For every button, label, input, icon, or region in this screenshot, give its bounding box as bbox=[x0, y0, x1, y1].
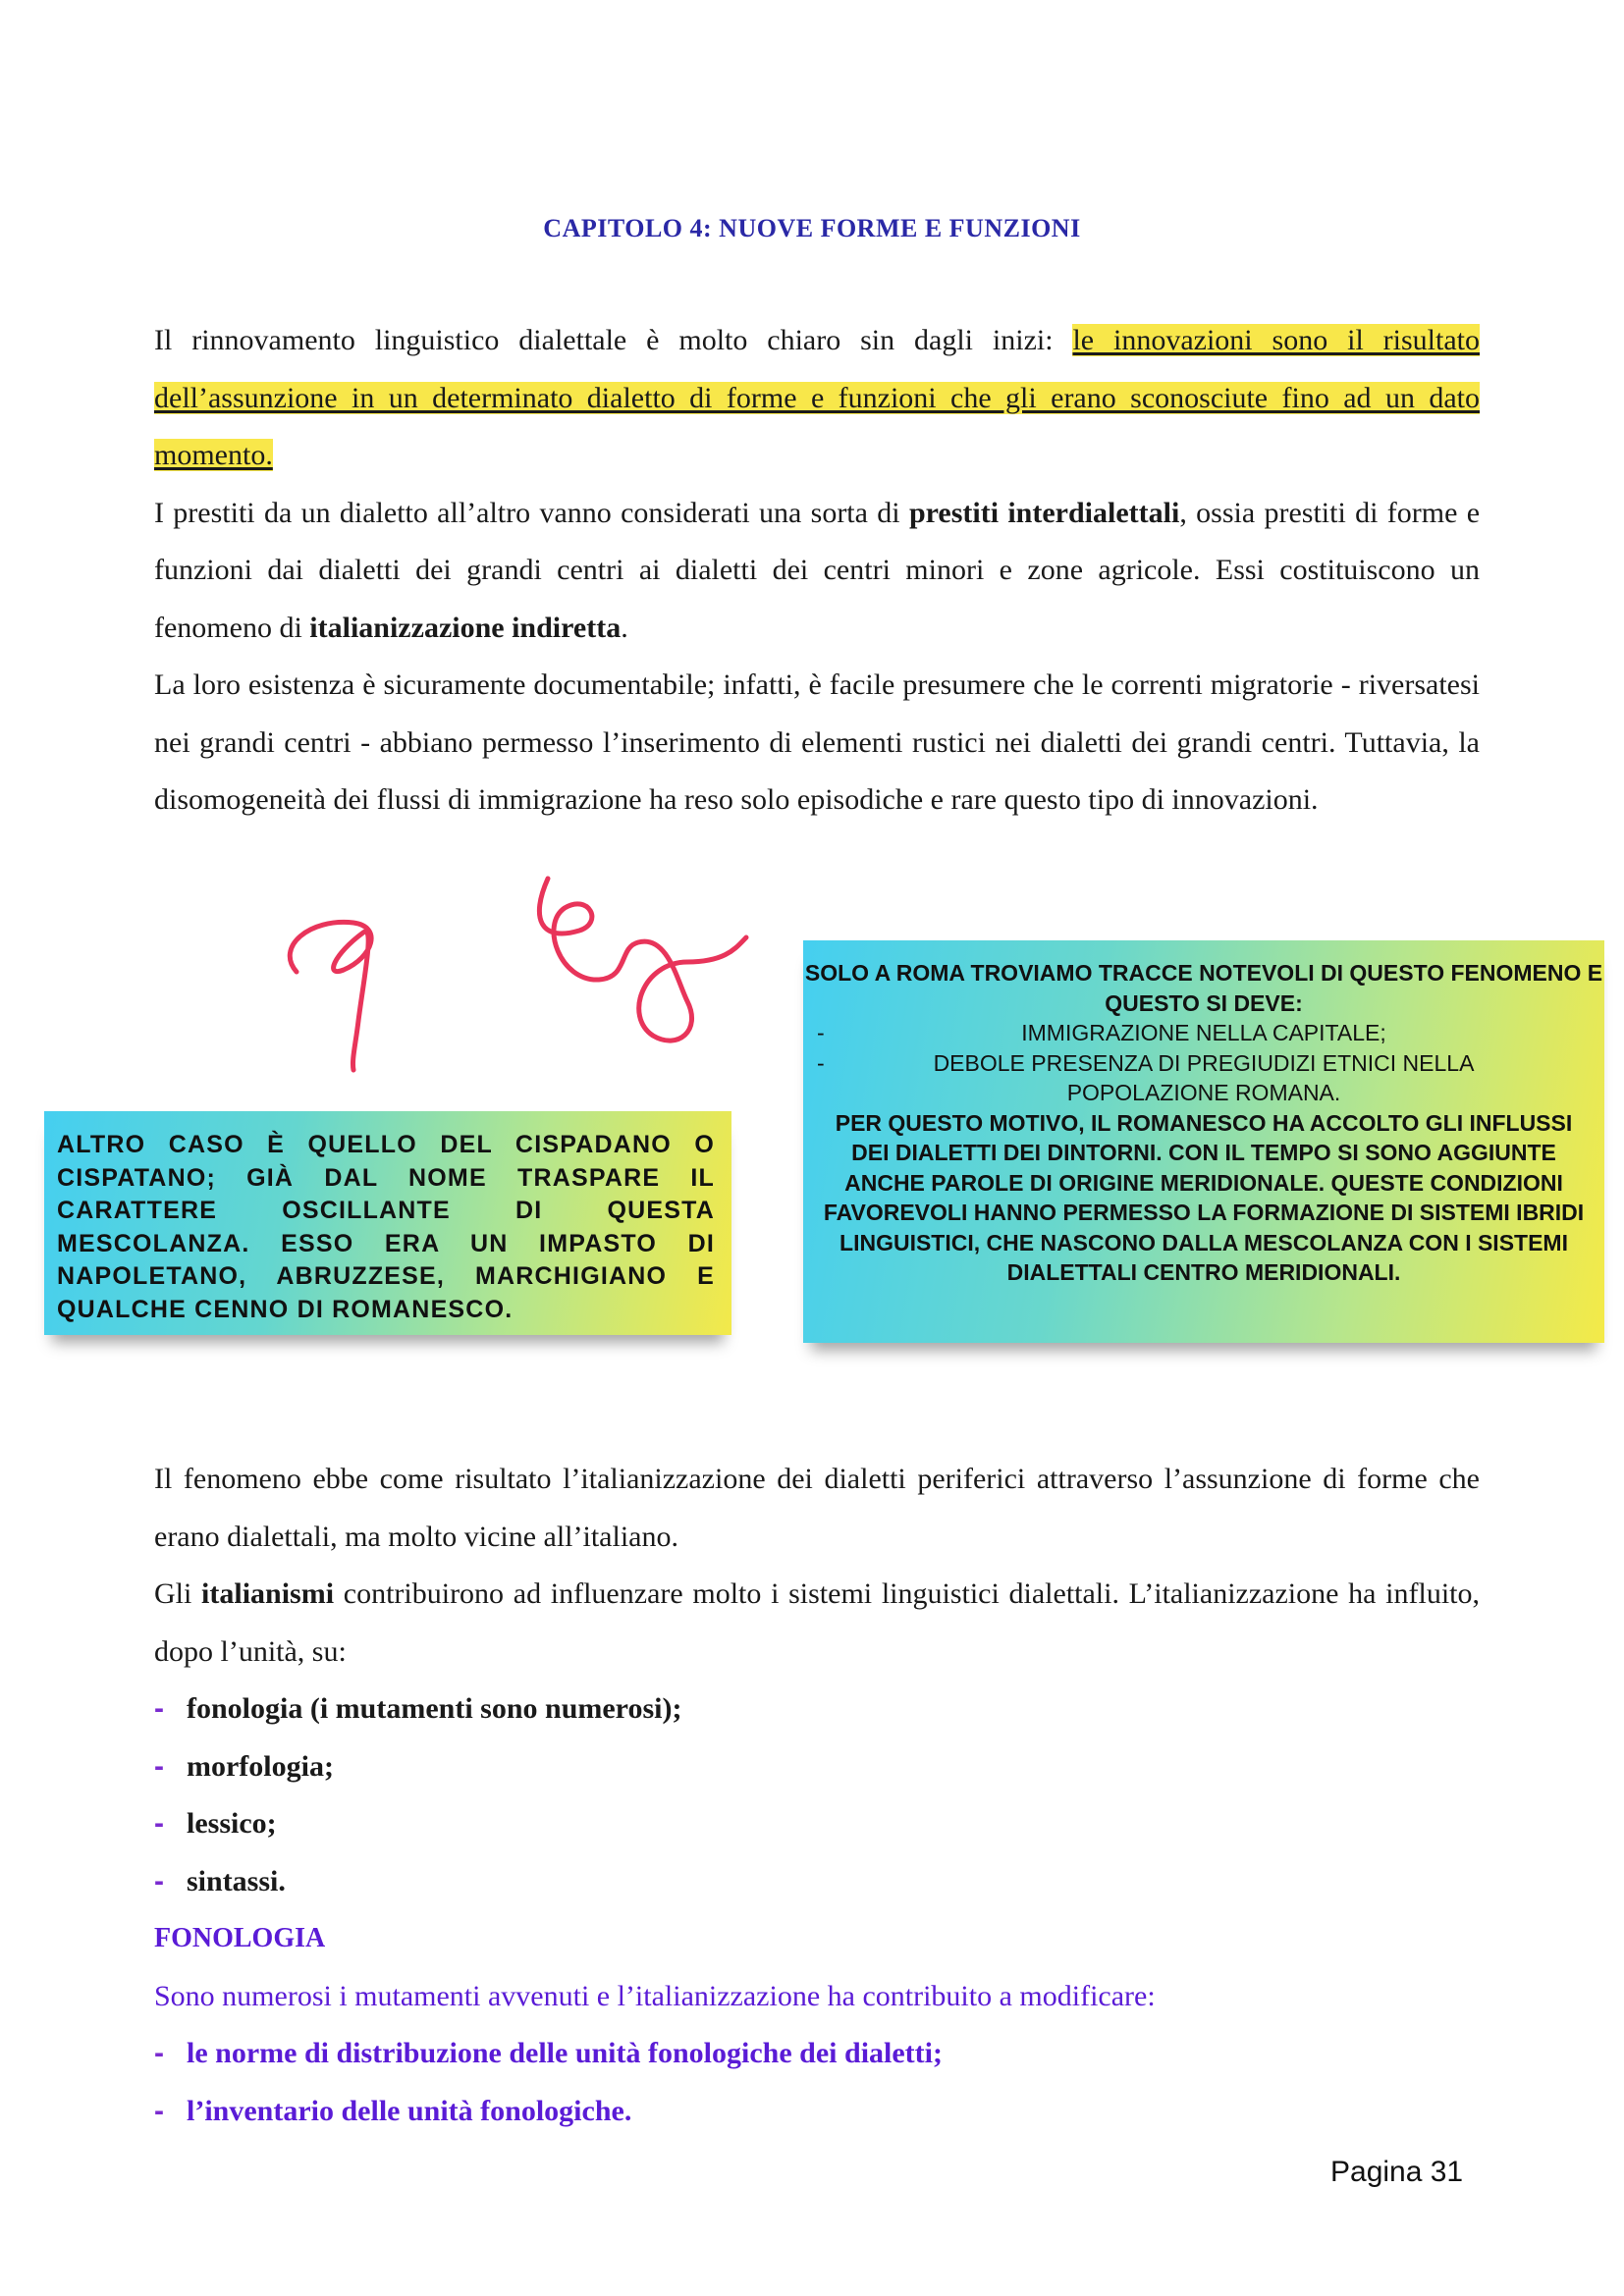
note-box-roma-heading: SOLO A ROMA TROVIAMO TRACCE NOTEVOLI DI QUESTO FENOMENO E QUESTO SI DEVE: bbox=[804, 960, 1603, 1016]
list-ambiti bbox=[154, 1681, 1480, 1910]
note-box-cispadano-text: ALTRO CASO È QUELLO DEL CISPADANO O CISPATANO; GIÀ DAL NOME TRASPARE IL CARATTERE OSCILLANTE DI QUESTA MESCOLANZA. ESSO ERA UN IMPASTO DI NAPOLETANO, ABRUZZESE, MARCHIGIANO E QUALCHE CENNO DI ROMANESCO. bbox=[57, 1131, 715, 1323]
paragraph-6: Sono numerosi i mutamenti avvenuti e l’italianizzazione ha contribuito a modificare: bbox=[154, 1979, 1156, 2012]
page-number: Pagina 31 bbox=[1330, 2156, 1464, 2188]
heading-fonologia: FONOLOGIA bbox=[154, 1923, 326, 1953]
paragraph-5 bbox=[154, 1566, 1480, 1681]
lower-text bbox=[154, 1451, 1480, 2140]
bullet-mark: - bbox=[817, 1049, 825, 1076]
list-item bbox=[154, 1681, 1480, 1738]
note-box-cispadano bbox=[44, 1111, 731, 1335]
list-item-text: lessico; bbox=[187, 1807, 277, 1840]
list-fonologia bbox=[154, 2025, 1480, 2140]
term-italianismi: italianismi bbox=[201, 1577, 335, 1610]
note-box-roma-item-2-text: DEBOLE PRESENZA DI PREGIUDIZI ETNICI NELLA POPOLAZIONE ROMANA. bbox=[933, 1049, 1475, 1105]
p1-text: Il rinnovamento linguistico dialettale è molto chiaro sin dagli inizi: bbox=[154, 324, 1073, 356]
note-box-roma-item-2 bbox=[803, 1048, 1604, 1108]
list-item-text: l’inventario delle unità fonologiche. bbox=[187, 2094, 632, 2127]
list-item-text: morfologia; bbox=[187, 1749, 334, 1783]
list-item-text: le norme di distribuzione delle unità fonologiche dei dialetti; bbox=[187, 2037, 943, 2069]
paragraph-4: Il fenomeno ebbe come risultato l’italianizzazione dei dialetti periferici attraverso l’assunzione di forme che erano dialettali, ma molto vicine all’italiano. bbox=[154, 1463, 1480, 1553]
paragraph-3: La loro esistenza è sicuramente documentabile; infatti, è facile presumere che le correnti migratorie - riversatesi nei grandi centri - abbiano permesso l’inserimento di elementi rustici nei dialetti dei grandi centri. Tuttavia, la disomogeneità dei flussi di immigrazione ha reso solo episodiche e rare questo tipo di innovazioni. bbox=[154, 668, 1480, 816]
p5-text-a: Gli bbox=[154, 1577, 202, 1610]
p2-text-b: , ossia prestiti di forme e funzioni dai dialetti dei grandi centri ai dialetti dei centri minori e zone agricole. Essi costituiscono un fenomeno di bbox=[154, 496, 1481, 644]
dash-bullet: - bbox=[154, 1692, 164, 1725]
dash-bullet: - bbox=[154, 1864, 164, 1897]
note-box-roma-item-1-text: IMMIGRAZIONE NELLA CAPITALE; bbox=[1021, 1020, 1386, 1045]
p1-highlight: le innovazioni sono il risultato dell’assunzione in un determinato dialetto di forme e funzioni che gli erano sconosciute fino ad un dato momento. bbox=[154, 324, 1480, 471]
p2-text-c: . bbox=[621, 611, 628, 644]
note-box-roma-item-1 bbox=[803, 1018, 1604, 1048]
list-item bbox=[154, 2083, 1480, 2141]
dash-bullet: - bbox=[154, 2094, 164, 2127]
note-box-roma bbox=[803, 940, 1604, 1343]
list-item bbox=[154, 1795, 1480, 1853]
term-prestiti-interdialettali: prestiti interdialettali bbox=[908, 496, 1180, 529]
bullet-mark: - bbox=[817, 1020, 825, 1045]
paragraph-2 bbox=[154, 485, 1480, 658]
p5-text-b: contribuirono ad influenzare molto i sistemi linguistici dialettali. L’italianizzazione ha influito, dopo l’unità, su: bbox=[154, 1577, 1480, 1668]
list-item-text: fonologia (i mutamenti sono numerosi); bbox=[187, 1692, 682, 1725]
intro-text bbox=[154, 312, 1480, 829]
term-italianizzazione-indiretta: italianizzazione indiretta bbox=[309, 611, 622, 644]
dash-bullet: - bbox=[154, 1749, 164, 1783]
note-box-roma-body: PER QUESTO MOTIVO, IL ROMANESCO HA ACCOLTO GLI INFLUSSI DEI DIALETTI DEI DINTORNI. CON IL TEMPO SI SONO AGGIUNTE ANCHE PAROLE DI ORIGINE MERIDIONALE. QUESTE CONDIZIONI FAVOREVOLI HANNO PERMESSO LA FORMAZIONE DI SISTEMI IBRIDI LINGUISTICI, CHE NASCONO DALLA MESCOLANZA CON I SISTEMI DIALETTALI CENTRO MERIDIONALI. bbox=[823, 1109, 1585, 1285]
list-item bbox=[154, 1738, 1480, 1796]
paragraph-1 bbox=[154, 312, 1480, 485]
dash-bullet: - bbox=[154, 2037, 164, 2069]
dash-bullet: - bbox=[154, 1807, 164, 1840]
list-item bbox=[154, 1853, 1480, 1911]
note-box-roma-content bbox=[803, 958, 1604, 1288]
p2-text-a: I prestiti da un dialetto all’altro vanno considerati una sorta di bbox=[154, 496, 909, 529]
list-item-text: sintassi. bbox=[187, 1864, 286, 1897]
list-item bbox=[154, 2025, 1480, 2083]
red-scribble-doodle bbox=[265, 864, 815, 1080]
chapter-title: CAPITOLO 4: NUOVE FORME E FUNZIONI bbox=[543, 214, 1081, 242]
